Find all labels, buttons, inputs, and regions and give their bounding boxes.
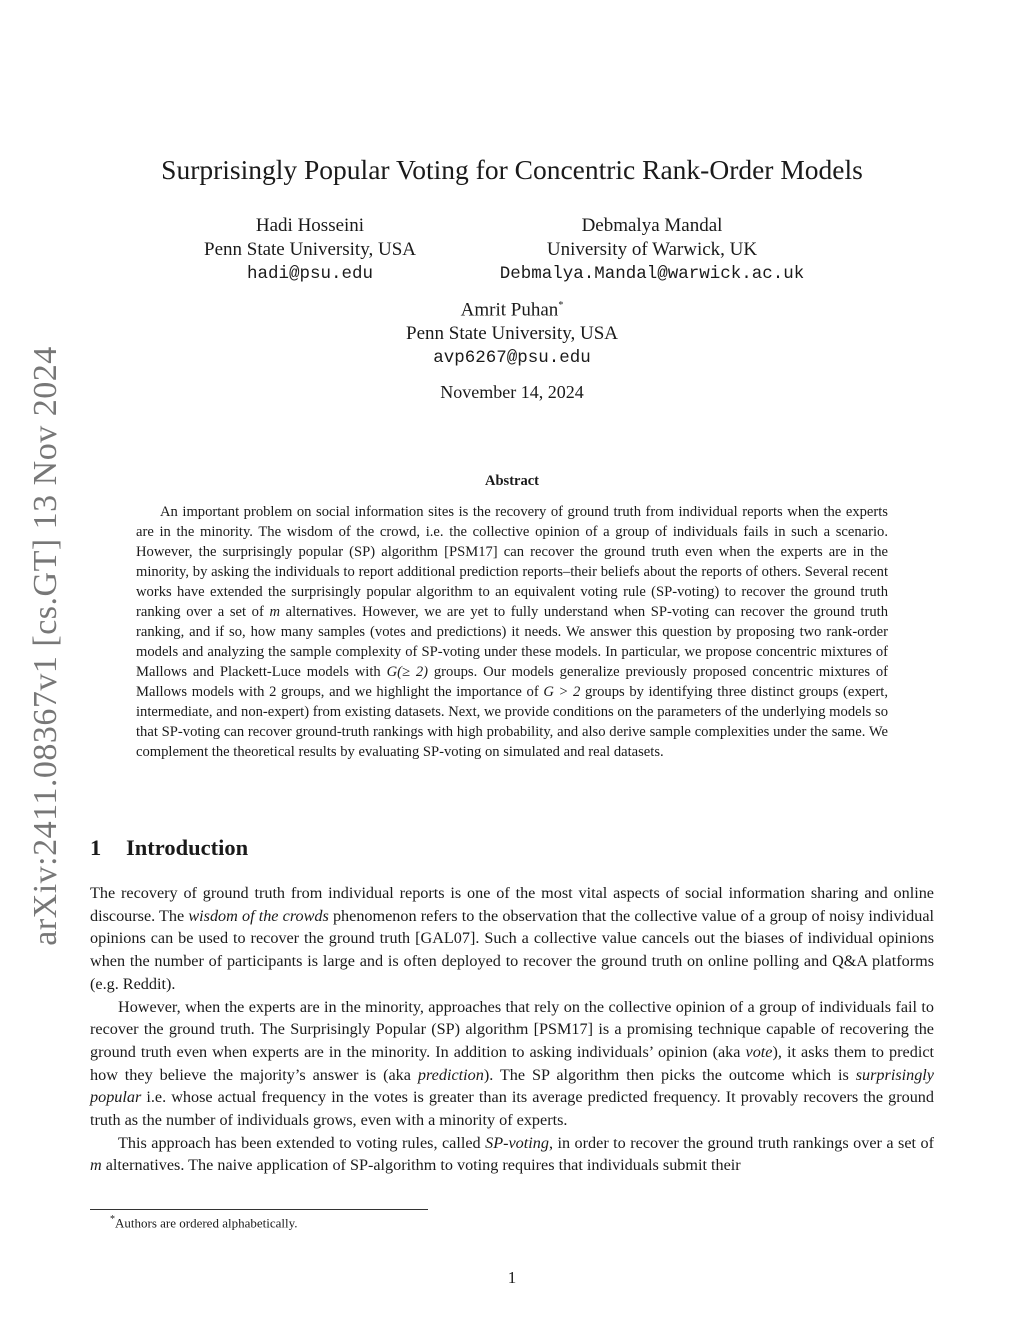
body-text: ), it asks them to predict how they believe the majority’s answer is (aka <box>90 1042 935 1084</box>
paper-title: Surprisingly Popular Voting for Concentric Rank-Order Models <box>161 154 863 185</box>
body-paragraph <box>90 996 934 1132</box>
body-paragraph <box>90 882 934 996</box>
footnote-rule <box>90 1209 428 1210</box>
body-text: i.e. whose actual frequency in the votes is greater than its average predicted frequency. It provably recovers the ground truth as the number of individuals grows, even with a minority of experts. <box>90 1088 934 1130</box>
body-text: phenomenon refers to the observation that the collective value of a group of noisy individual opinions can be used to recover the ground truth [GAL07]. Such a collective value cancels out the biases of individual opinions when the number of participants is large and is often deployed to recover the ground truth on online polling and Q&A platforms (e.g. Reddit). <box>90 906 935 993</box>
abstract-text: groups. Our models generalize previously proposed concentric mixtures of Mallows models with 2 groups, and we highlight the importance of <box>136 664 889 700</box>
emphasis: SP-voting <box>485 1133 549 1152</box>
abstract-text: An important problem on social information sites is the recovery of ground truth from individual reports when the experts are in the minority. The wisdom of the crowd, i.e. the collective opinion of a group of individuals fails in such a scenario. However, the surprisingly popular (SP) algorithm [PSM17] can recover the ground truth even when the experts are in the minority, by asking the individuals to report additional prediction reports–their beliefs about the reports of others. Several recent works have extended the surprisingly popular algorithm to an equivalent voting rule (SP-voting) to recover the ground truth ranking over a set of <box>136 504 888 620</box>
section-body <box>90 882 934 1177</box>
author-footnote-marker[interactable]: * <box>558 300 564 311</box>
body-text: The recovery of ground truth from individual reports is one of the most vital aspects of social information sharing and online discourse. The <box>90 884 934 925</box>
author-block-2 <box>462 214 842 286</box>
body-text: However, when the experts are in the minority, approaches that rely on the collective opinion of a group of individuals fail to recover the ground truth. The Surprisingly Popular (SP) algorithm [PSM17] is a promising technique capable of recovering the ground truth even when experts are in the minority. In addition to asking individuals’ opinion (aka <box>90 997 934 1061</box>
body-text: This approach has been extended to voting rules, called <box>118 1133 486 1152</box>
footnote <box>110 1214 298 1231</box>
section-number: 1 <box>90 835 102 860</box>
author-block-1 <box>180 214 440 286</box>
math-expression: G(≥ 2) <box>386 664 429 680</box>
math-expression: G > 2 <box>543 684 581 700</box>
paper-date: November 14, 2024 <box>440 382 584 402</box>
author-block-3 <box>362 294 662 370</box>
author-affiliation: Penn State University, USA <box>406 323 618 345</box>
math-variable: m <box>269 604 280 620</box>
body-paragraph <box>90 1132 934 1177</box>
abstract-text: groups by identifying three distinct groups (expert, intermediate, and non-expert) from existing datasets. Next, we provide conditions on the parameters of the underlying models so that SP-voting can recover ground-truth rankings with high probability, and also derive sample complexities under the same. We complement the theoretical results by evaluating SP-voting on simulated and real datasets. <box>136 684 889 760</box>
math-variable: m <box>90 1156 102 1175</box>
abstract-paragraph <box>136 502 888 762</box>
author-email[interactable]: Debmalya.Mandal@warwick.ac.uk <box>499 264 805 284</box>
author-name: Debmalya Mandal <box>581 215 723 236</box>
body-text: ). The SP algorithm then picks the outcome which is <box>483 1065 856 1084</box>
emphasis: wisdom of the crowds <box>188 906 329 925</box>
page-number: 1 <box>507 1268 517 1287</box>
section-heading <box>90 835 248 861</box>
author-name: Hadi Hosseini <box>255 215 365 236</box>
author-email[interactable]: avp6267@psu.edu <box>433 348 591 369</box>
body-text: alternatives. The naive application of SP-algorithm to voting requires that individuals submit their <box>101 1156 741 1175</box>
author-affiliation: Penn State University, USA <box>204 239 416 260</box>
body-text: , in order to recover the ground truth rankings over a set of <box>548 1133 934 1152</box>
emphasis: prediction <box>417 1065 484 1084</box>
author-email[interactable]: hadi@psu.edu <box>246 264 374 284</box>
author-affiliation: University of Warwick, UK <box>546 239 758 260</box>
abstract-text: alternatives. However, we are yet to fully understand when SP-voting can recover the ground truth ranking, and if so, how many samples (votes and predictions) it needs. We answer this question by proposing two rank-order models and analyzing the sample complexity of SP-voting under these models. In particular, we propose concentric mixtures of Mallows and Plackett-Luce models with <box>136 604 888 680</box>
footnote-marker: * <box>110 1214 115 1225</box>
footnote-text: Authors are ordered alphabetically. <box>115 1215 298 1231</box>
arxiv-sidebar-stamp: arXiv:2411.08367v1 [cs.GT] 13 Nov 2024 <box>27 346 64 946</box>
emphasis: surprisingly popular <box>90 1065 934 1107</box>
author-name-line <box>362 294 662 322</box>
abstract-heading: Abstract <box>485 473 539 489</box>
emphasis: vote <box>745 1042 773 1061</box>
author-name: Amrit Puhan <box>460 299 559 321</box>
section-title: Introduction <box>126 835 249 860</box>
